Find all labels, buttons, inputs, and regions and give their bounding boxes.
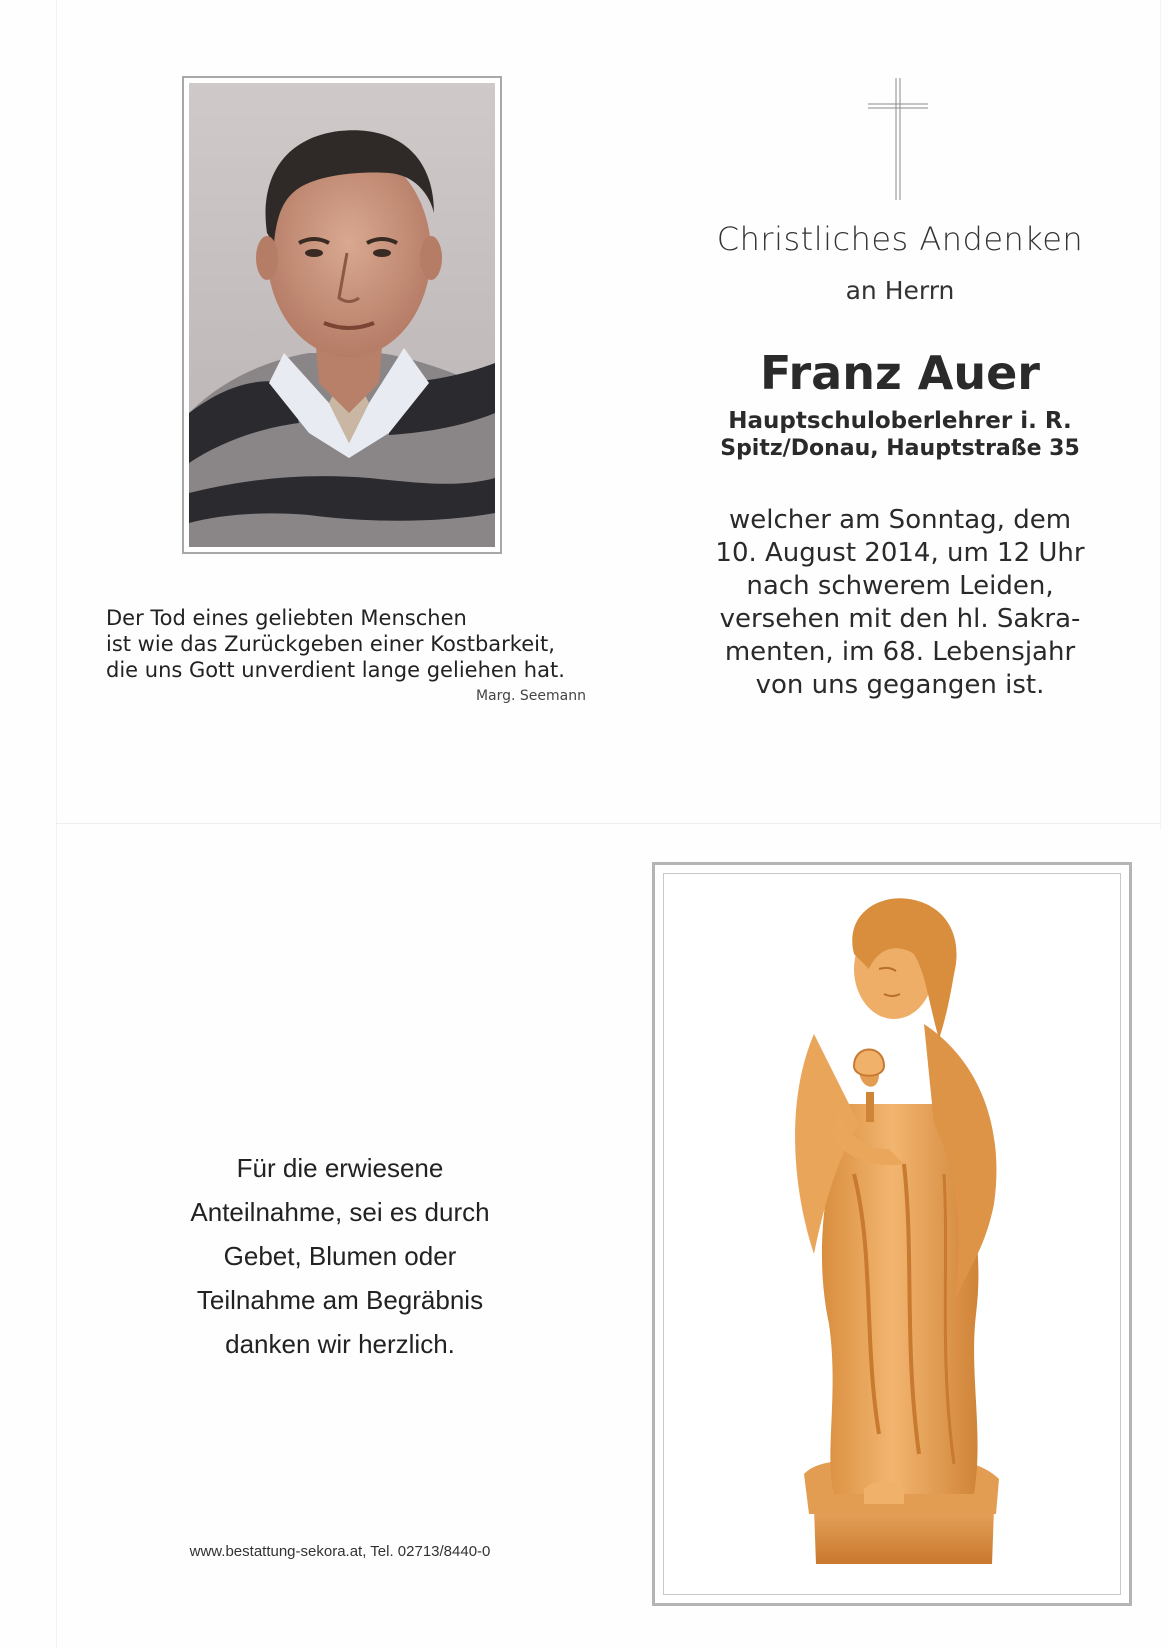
card-subtitle: an Herrn: [845, 276, 955, 305]
quote-block: [106, 605, 596, 683]
thanks-line: Für die erwiesene: [236, 1153, 444, 1183]
thanks-line: Gebet, Blumen oder: [223, 1241, 457, 1271]
funeral-home-contact: www.bestattung-sekora.at, Tel. 02713/8440-0: [189, 1543, 491, 1560]
card-edge: [56, 0, 57, 1648]
portrait-image: [189, 83, 495, 547]
quote-line: die uns Gott unverdient lange geliehen hat.: [106, 658, 565, 682]
death-notice-line: versehen mit den hl. Sakra-: [719, 604, 1081, 634]
death-notice: [690, 504, 1110, 702]
thanks-line: Anteilnahme, sei es durch: [190, 1197, 490, 1227]
death-notice-line: menten, im 68. Lebensjahr: [724, 637, 1076, 667]
thanks-line: Teilnahme am Begräbnis: [196, 1285, 484, 1315]
thanks-line: danken wir herzlich.: [225, 1329, 455, 1359]
death-notice-line: welcher am Sonntag, dem: [728, 505, 1072, 535]
portrait-photo: [182, 76, 502, 554]
statue-image: [664, 874, 1120, 1594]
thanks-block: [140, 1146, 540, 1366]
statue-picture-frame: [652, 862, 1132, 1606]
death-notice-line: von uns gegangen ist.: [755, 670, 1045, 700]
fold-line: [56, 823, 1160, 824]
deceased-name: Franz Auer: [760, 346, 1040, 400]
death-notice-line: nach schwerem Leiden,: [746, 571, 1054, 601]
quote-line: ist wie das Zurückgeben einer Kostbarkeit,: [106, 632, 555, 656]
cross-icon: [866, 76, 930, 202]
death-notice-line: 10. August 2014, um 12 Uhr: [715, 538, 1085, 568]
card-title: Christliches Andenken: [716, 220, 1084, 258]
quote-line: Der Tod eines geliebten Menschen: [106, 606, 467, 630]
statue-picture: [663, 873, 1121, 1595]
deceased-address: Spitz/Donau, Hauptstraße 35: [720, 436, 1080, 461]
card-edge: [1160, 0, 1161, 830]
quote-author: Marg. Seemann: [475, 688, 586, 704]
deceased-profession: Hauptschuloberlehrer i. R.: [728, 408, 1072, 434]
